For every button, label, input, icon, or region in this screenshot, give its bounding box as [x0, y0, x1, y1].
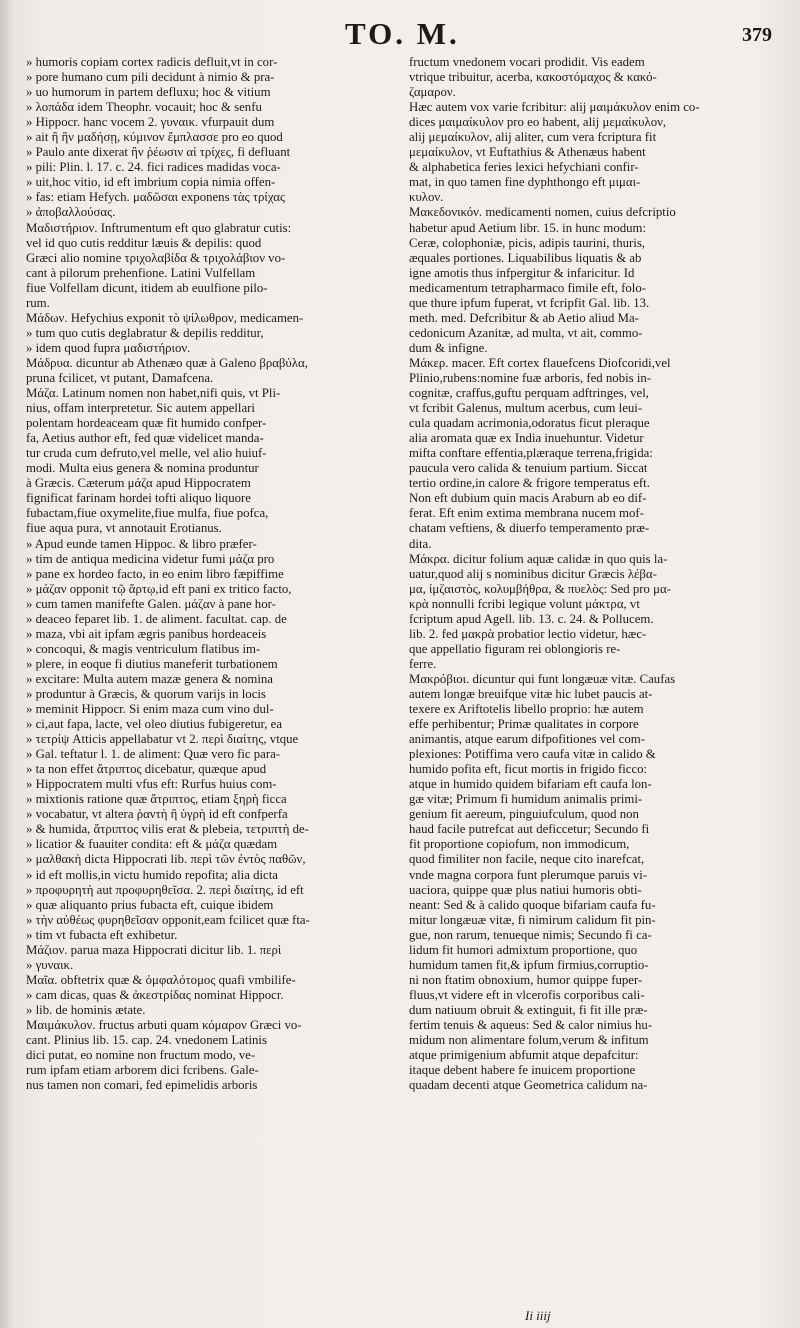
- text-line: mifta conftare effentia,plæraque terrena,frigida:: [409, 446, 653, 461]
- text-line: itaque debent habere fe inuicem proportione: [409, 1063, 636, 1078]
- text-line: fluus,vt videre eft in vlcerofis corporibus cali-: [409, 987, 645, 1002]
- page-header: [0, 14, 800, 58]
- text-line: » id eft mollis,in victu humido repofita; alia dicta: [26, 867, 278, 882]
- text-line: nus tamen non comari, fed epimelidis arboris: [26, 1078, 258, 1093]
- text-line: Μάδρυα. dicuntur ab Athenæo quæ à Galeno βραβύλα,: [26, 355, 308, 370]
- text-line: κρὰ nonnulli fcribi legique volunt μάκτρα, vt: [409, 596, 640, 611]
- text-line: » Hippocratem multi vfus eft: Rurfus huius com-: [26, 777, 277, 792]
- text-line: æquales portiones. Liquabilibus liquatis & ab: [409, 250, 642, 265]
- text-line: lidum fit humori admixtum proportione, quo: [409, 942, 638, 957]
- text-line: » Hippocr. hanc vocem 2. γυναικ. vfurpauit dum: [26, 115, 275, 130]
- text-line: gue, non rarum, tenueque nimis; Secundo fi ca-: [409, 927, 652, 942]
- text-line: cant. Plinius lib. 15. cap. 24. vnedonem Latinis: [26, 1033, 267, 1048]
- text-line: que appellatio figuram rei oblongioris re-: [409, 641, 621, 656]
- text-line: » pili: Plin. l. 17. c. 24. fici radices madidas voca-: [26, 160, 281, 175]
- text-line: uaciora, quippe quæ plus natiui humoris obti-: [409, 882, 642, 897]
- text-line: fa, Aetius author eft, fed quæ videlicet manda-: [26, 431, 264, 446]
- text-line: » μάζαν opponit τῷ ἄρτῳ,id eft pani ex tritico facto,: [26, 581, 292, 596]
- binding-shadow: [0, 0, 14, 1328]
- text-line: Μάκρα. dicitur folium aquæ calidæ in quo quis la-: [409, 551, 668, 566]
- text-line: alij μεμαίκυλον, alij aliter, cum vera fcriptura fit: [409, 130, 657, 145]
- text-line: ni non ftatim obnoxium, humor quippe fuper-: [409, 972, 643, 987]
- text-line: genium fit aereum, pinguiufculum, quod non: [409, 807, 639, 822]
- text-line: habetur apud Aetium libr. 15. in hunc modum:: [409, 220, 647, 235]
- text-line: » idem quod fupra μαδιστήριον.: [26, 340, 191, 355]
- text-line: humido pofita eft, ficut mortis in frigido ficco:: [409, 762, 648, 777]
- text-line: Ceræ, colophoniæ, picis, adipis taurini, thuris,: [409, 235, 646, 250]
- text-line: ζαμαρον.: [409, 85, 456, 100]
- text-line: cedonicum Azanitæ, ad multa, vt ait, commo-: [409, 325, 643, 340]
- text-line: » προφυρητὴ aut προφυρηθεῖσα. 2. περὶ διαίτης, id eft: [26, 882, 304, 897]
- text-line: Μαδιστήριον. Inftrumentum eft quo glabratur cutis:: [26, 220, 292, 235]
- text-line: » mixtionis ratione quæ ἄτριπτος, etiam ξηρὴ ficca: [26, 792, 287, 807]
- text-line: tur cruda cum defruto,vel melle, vel alio huiuf-: [26, 446, 267, 461]
- text-line: atque primigenium abfumit atque depafcitur:: [409, 1048, 639, 1063]
- text-line: fignificat farinam hordei tofti aliquo liquore: [26, 491, 251, 506]
- text-line: haud facile putrefcat aut deficcetur; Secundo fi: [409, 822, 650, 837]
- text-line: chatam veftiens, & diuerfo temperamento præ-: [409, 521, 650, 536]
- text-line: neant: Sed & à calido quoque bifariam caufa fu-: [409, 897, 656, 912]
- text-line: medicamentum tetrapharmaco fimile eft, folo-: [409, 280, 646, 295]
- text-line: effe perhibentur; Primæ qualitates in corpore: [409, 717, 639, 732]
- signature-mark: Ii iiij: [525, 1308, 551, 1323]
- text-line: Plinio,rubens:nomine fuæ arboris, fed nobis in-: [409, 370, 652, 385]
- text-line: uatur,quod alij s nominibus dicitur Græcis λέβα-: [409, 566, 657, 581]
- text-line: » γυναικ.: [26, 957, 74, 972]
- text-line: cula quadam acrimonia,odoratus ficut pleraque: [409, 416, 650, 431]
- text-line: » plere, in eoque fi diutius maneferit turbationem: [26, 656, 278, 671]
- text-line: » cum tamen manifefte Galen. μάζαν à pane hor-: [26, 596, 276, 611]
- text-line: rum ipfam etiam arborem dici fcribens. Gale-: [26, 1063, 259, 1078]
- text-line: lib. 2. fed μακρὰ probatior lectio videtur, hæc-: [409, 626, 647, 641]
- text-line: Μαιμάκυλον. fructus arbuti quam κόμαρον Græci vo-: [26, 1018, 302, 1032]
- text-line: » lib. de hominis ætate.: [26, 1002, 146, 1017]
- text-line: & alphabetica feries lexici hefychiani confir-: [409, 160, 639, 175]
- text-line: » Apud eunde tamen Hippoc. & libro præfer-: [26, 536, 257, 551]
- text-line: » produntur à Græcis, & quorum varijs in locis: [26, 686, 266, 701]
- text-line: nius, offam interpretetur. Sic autem appellari: [26, 401, 255, 416]
- text-line: » ci,aut fapa, lacte, vel oleo diutius fubigeretur, ea: [26, 717, 283, 732]
- text-line: » excitare: Multa autem mazæ genera & nomina: [26, 671, 273, 686]
- text-line: vt fcribit Galenus, multum acerbus, cum leui-: [409, 401, 643, 416]
- text-line: texere ex Ariftotelis libello proprio: hæ autem: [409, 702, 644, 717]
- text-line: » pane ex hordeo facto, in eo enim libro fæpiffime: [26, 566, 284, 581]
- text-line: » uo humorum in partem defluxu; hoc & vitium: [26, 85, 271, 100]
- text-line: fiue aqua pura, vt annotauit Erotianus.: [26, 521, 222, 536]
- text-line: pruna fcilicet, vt putant, Damafcena.: [26, 370, 214, 385]
- text-line: dum & infigne.: [409, 340, 488, 355]
- text-line: Μαῖα. obftetrix quæ & ὀμφαλότομος quafi vmbilife-: [26, 972, 296, 987]
- text-line: Μάζα. Latinum nomen non habet,nifi quis, vt Pli-: [26, 386, 281, 401]
- text-line: dita.: [409, 536, 432, 551]
- text-line: gæ vitæ; Primum fi humidum animalis primi-: [409, 792, 643, 807]
- right-column: [409, 55, 769, 1093]
- text-line: fit proportione copiofum, non immodicum,: [409, 837, 630, 852]
- text-line: Hæc autem vox varie fcribitur: alij μαιμάκυλον enim co-: [409, 100, 700, 115]
- text-line: Græci alio nomine τριχολαβίδα & τριχολάβιον vo-: [26, 250, 286, 265]
- text-line: » & humida, ἄτριπτος vilis erat & plebeia, τετριπτὴ de-: [26, 822, 309, 837]
- text-line: ferre.: [409, 656, 437, 671]
- text-line: fubactam,fiue oxymelite,fiue mulfa, fiue pofca,: [26, 506, 269, 521]
- text-line: » deaceo feparet lib. 1. de aliment. facultat. cap. de: [26, 611, 287, 626]
- text-line: midum non alimentare folum,verum & infitum: [409, 1033, 649, 1048]
- text-line: Μακεδονικόν. medicamenti nomen, cuius defcriptio: [409, 205, 676, 220]
- text-line: Non eft dubium quin macis Araburn ab eo dif-: [409, 491, 647, 506]
- text-line: fiue Volfellam dicunt, itidem ab euulfione pilo-: [26, 280, 268, 295]
- text-line: Μάκερ. macer. Eft cortex flauefcens Diofcoridi,vel: [409, 355, 671, 370]
- text-line: mitur longæuæ vitæ, fi nimirum calidum fit pin-: [409, 912, 656, 927]
- text-line: » concoqui, & magis ventriculum flatibus im-: [26, 641, 261, 656]
- text-line: » pore humano cum pili decidunt à nimio & pra-: [26, 70, 275, 85]
- text-line: » ta non effet ἄτριπτος dicebatur, quæque apud: [26, 762, 267, 777]
- text-line: μεμαίκυλον, vt Euftathius & Athenæus habent: [409, 145, 646, 160]
- text-line: » uit,hoc vitio, id eft imbrium copia nimia offen-: [26, 175, 276, 190]
- text-line: plexiones: Potiffima vero caufa vitæ in calido &: [409, 747, 656, 762]
- text-line: » tim de antiqua medicina videtur fumi μάζα pro: [26, 551, 275, 566]
- text-line: » licatior & fuauiter condita: eft & μάζα quædam: [26, 837, 278, 852]
- running-title: TO. M.: [345, 16, 460, 51]
- text-line: quod fimiliter non facile, neque cito inarefcat,: [409, 852, 645, 867]
- text-line: dices μαιμαίκυλον pro eo habent, alij μεμαίκυλον,: [409, 115, 667, 130]
- text-line: » cam dicas, quas & ἀκεστρίδας nominat Hippocr.: [26, 987, 284, 1002]
- text-line: mat, in quo tamen fine dyphthongo eft μιμαι-: [409, 175, 641, 190]
- text-line: fructum vnedonem vocari prodidit. Vis eadem: [409, 55, 645, 69]
- text-line: vtrique tribuitur, acerba, κακοστόμαχος & κακό-: [409, 70, 657, 85]
- text-line: quadam decenti atque Geometrica calidum na-: [409, 1078, 648, 1093]
- text-line: » humoris copiam cortex radicis defluit,vt in cor-: [26, 55, 278, 69]
- text-line: Μάζιον. parua maza Hippocrati dicitur lib. 1. περὶ: [26, 942, 282, 957]
- text-line: igne amotis thus infpergitur & infaricitur. Id: [409, 265, 635, 280]
- text-line: cognitæ, craffus,guftu perquam adftringes, vel,: [409, 386, 649, 401]
- text-line: paucula vero calida & tenuium partium. Siccat: [409, 461, 648, 476]
- text-line: » fas: etiam Hefych. μαδῶσαι exponens τὰς τρίχας: [26, 190, 286, 205]
- text-line: Μάδων. Hefychius exponit τὸ ψίλωθρον, medicamen-: [26, 310, 304, 325]
- text-line: » μαλθακὴ dicta Hippocrati lib. περὶ τῶν ἐντὸς παθῶν,: [26, 852, 306, 867]
- text-line: » maza, vbi ait ipfam ægris panibus hordeaceis: [26, 626, 267, 641]
- text-line: vnde magna corpora funt plerumque paruis vi-: [409, 867, 648, 882]
- text-line: » Paulo ante dixerat ἢν ῥέωσιν αἱ τρίχες, fi defluant: [26, 145, 291, 160]
- text-line: Μακρόβιοι. dicuntur qui funt longæuæ vitæ. Caufas: [409, 671, 676, 686]
- text-line: » quæ aliquanto prius fubacta eft, cuique ibidem: [26, 897, 274, 912]
- text-line: animantis, atque earum difpofitiones vel com-: [409, 732, 645, 747]
- left-column: [26, 55, 378, 1093]
- text-line: fcriptum apud Agell. lib. 13. c. 24. & Pollucem.: [409, 611, 654, 626]
- text-line: modi. Multa eius genera & nomina produntur: [26, 461, 259, 476]
- text-line: ferat. Eft enim extima membrana nucem mof-: [409, 506, 644, 521]
- text-line: alia aromata quæ ex India inuehuntur. Videtur: [409, 431, 644, 446]
- text-line: fertim tenuis & aqueus: Sed & calor nimius hu-: [409, 1018, 653, 1032]
- text-line: tertio ordine,in calore & frigore temperatus eft.: [409, 476, 650, 491]
- text-line: rum.: [26, 295, 50, 310]
- text-line: vel id quo cutis redditur læuis & depilis: quod: [26, 235, 262, 250]
- text-line: κυλον.: [409, 190, 444, 205]
- text-line: dici putat, eo nomine non fructum modo, ve-: [26, 1048, 256, 1063]
- text-line: à Græcis. Cæterum μάζα apud Hippocratem: [26, 476, 251, 491]
- text-line: » Gal. teftatur l. 1. de aliment: Quæ vero fic para-: [26, 747, 281, 762]
- text-line: » vocabatur, vt altera ῥαντὴ ἢ ὑγρὴ id eft confperfa: [26, 807, 288, 822]
- text-line: cant à pilorum prehenfione. Latini Vulfellam: [26, 265, 256, 280]
- text-line: » ait ἢ ἢν μαδήσῃ, κύμινον ἔμπλασσε pro eo quod: [26, 130, 283, 145]
- text-line: μα, ἰμζαιστὸς, κολυμβήθρα, & πυελὸς: Sed pro μα-: [409, 581, 671, 596]
- page-number: 379: [742, 24, 772, 46]
- text-line: humidum tamen fit,& ipfum firmius,corruptio-: [409, 957, 649, 972]
- text-line: » tum quo cutis deglabratur & depilis redditur,: [26, 325, 264, 340]
- text-line: que thure ipfum fuperat, vt fcripfit Gal. lib. 13.: [409, 295, 650, 310]
- text-line: » ἀποβαλλούσας.: [26, 205, 116, 220]
- text-line: atque in humido quidem bifariam eft caufa lon-: [409, 777, 652, 792]
- text-line: dum natiuum obruit & extinguit, fi fit ille præ-: [409, 1002, 648, 1017]
- text-line: » tim vt fubacta eft exhibetur.: [26, 927, 178, 942]
- text-line: » λοπάδα idem Theophr. vocauit; hoc & senfu: [26, 100, 262, 115]
- text-line: » τὴν αὐθέως φυρηθεῖσαν opponit,eam fcilicet quæ fta-: [26, 912, 310, 927]
- text-line: autem longæ breuifque vitæ hic lubet paucis at-: [409, 686, 653, 701]
- text-line: » meminit Hippocr. Si enim maza cum vino dul-: [26, 702, 274, 717]
- text-line: meth. med. Defcribitur & ab Aetio aliud Ma-: [409, 310, 639, 325]
- text-line: » τετρίψ Atticis appellabatur vt 2. περὶ διαίτης, vtque: [26, 732, 299, 747]
- text-line: polentam hordeaceam quæ fit humido confper-: [26, 416, 267, 431]
